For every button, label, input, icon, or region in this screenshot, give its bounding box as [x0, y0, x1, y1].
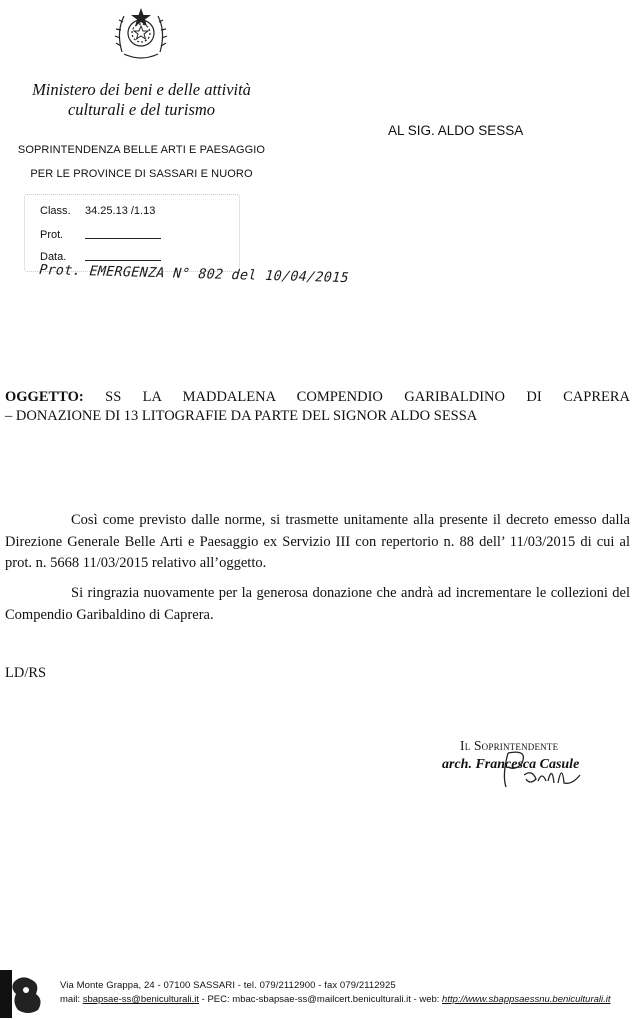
body-paragraph-1: Così come previsto dalle norme, si trasmette unitamente alla presente il decreto emesso dalla Direzione Generale Belle Arti e Paesaggio ex Servizio III con repertorio n. 88 dell’ 11/03/2015 di cui al prot. n. 5668 11/03/2015 relativo all’oggetto. [5, 512, 630, 571]
mail-label: mail: [60, 994, 83, 1005]
subject-label: OGGETTO: [5, 389, 84, 405]
office-name-line2: PER LE PROVINCE DI SASSARI E NUORO [30, 168, 253, 180]
data-label: Data. [40, 251, 67, 263]
class-value: 34.25.13 /1.13 [85, 205, 156, 217]
ministry-name-line2: culturali e del turismo [67, 100, 216, 119]
handwritten-signature-icon [480, 745, 590, 795]
class-row [40, 205, 155, 217]
data-blank-line [85, 251, 161, 261]
handwritten-protocol-note: Prot. EMERGENZA N° 802 del 10/04/2015 [36, 261, 351, 287]
prot-blank-line [85, 229, 161, 239]
prot-label: Prot. [40, 229, 64, 241]
reference-initials: LD/RS [5, 665, 47, 681]
subject-text-line2: – DONAZIONE DI 13 LITOGRAFIE DA PARTE DEL SIGNOR ALDO SESSA [5, 408, 478, 424]
office-name [0, 138, 283, 186]
body-paragraph-2: Si ringrazia nuovamente per la generosa donazione che andrà ad incrementare le collezioni del Compendio Garibaldino di Caprera. [5, 585, 630, 623]
email-link[interactable]: sbapsae-ss@beniculturali.it [82, 994, 200, 1005]
recipient: AL SIG. ALDO SESSA [388, 123, 524, 138]
ministry-name [0, 80, 283, 120]
pec-label: - PEC: [201, 994, 233, 1005]
web-label: - web: [413, 994, 443, 1005]
signatory-name: arch. Francesca Casule [442, 757, 580, 772]
website-link[interactable]: http://www.sbappsaessnu.beniculturali.it [442, 994, 611, 1005]
footer-contacts [60, 994, 611, 1005]
class-label: Class. [40, 205, 71, 217]
mibact-logo-icon [0, 970, 50, 1018]
footer-address: Via Monte Grappa, 24 - 07100 SASSARI - tel. 079/2112900 - fax 079/2112925 [60, 980, 396, 991]
prot-row [40, 229, 161, 241]
data-row [40, 251, 161, 263]
signatory-title: Il Soprintendente [460, 738, 559, 753]
ministry-name-line1: Ministero dei beni e delle attività [32, 80, 251, 99]
subject-line1 [5, 387, 630, 408]
pec-address[interactable]: mbac-sbapsae-ss@mailcert.beniculturali.it [232, 994, 411, 1005]
republic-emblem-icon [112, 2, 170, 62]
classification-box [24, 194, 240, 272]
office-name-line1: SOPRINTENDENZA BELLE ARTI E PAESAGGIO [17, 144, 266, 156]
subject-text-line1: SS LA MADDALENA COMPENDIO GARIBALDINO DI CAPRERA [105, 389, 630, 405]
